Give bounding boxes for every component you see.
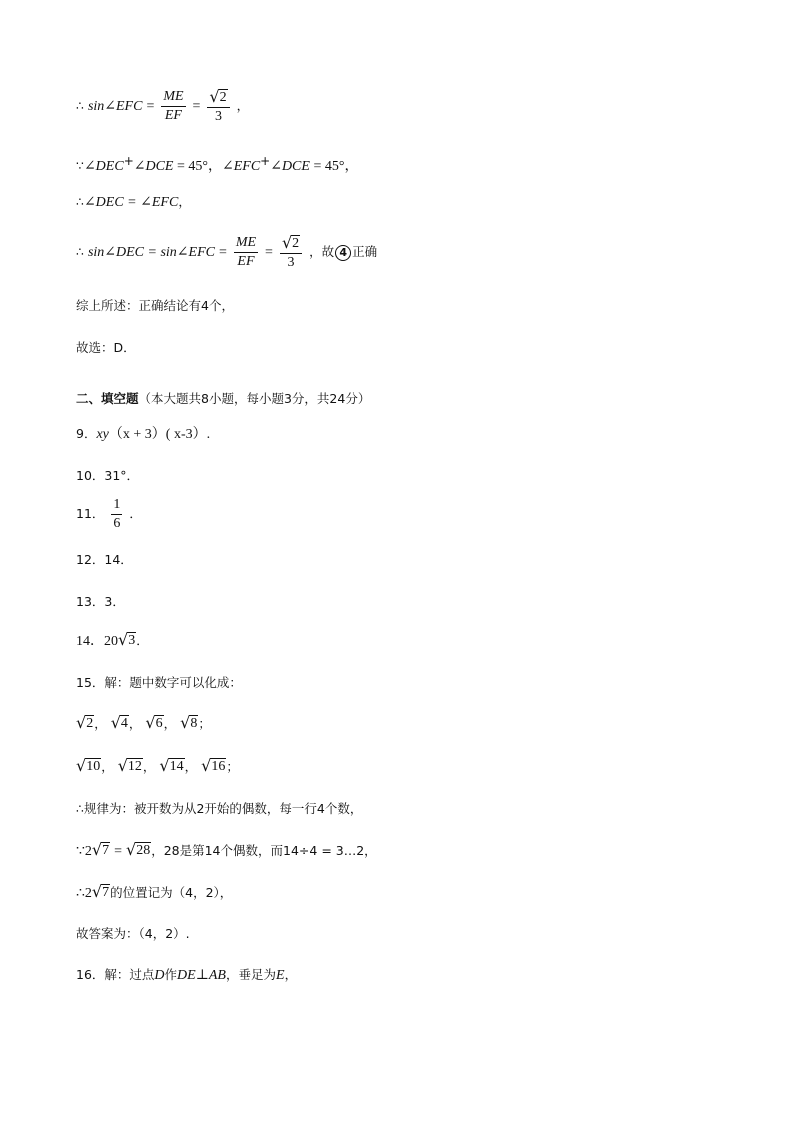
section-title: 二、填空题 <box>76 391 139 406</box>
separator: ， <box>163 716 177 731</box>
plus: + <box>123 154 134 168</box>
item-number: 11． <box>76 506 105 521</box>
final-answer-15: 故答案为：（4，2）. <box>76 926 190 941</box>
radicand: 7 <box>102 843 110 858</box>
solution-line-angle-equal <box>76 193 191 212</box>
equals: = <box>114 844 123 859</box>
denominator: EF <box>164 108 182 123</box>
numerator: ME <box>234 235 258 253</box>
coefficient: ∵2 <box>76 844 92 859</box>
answer-16-intro <box>76 966 297 985</box>
equals: = <box>146 99 155 114</box>
radical-sign: √ <box>180 713 191 732</box>
plus: + <box>260 154 271 168</box>
equals-45: = 45°， <box>309 159 359 175</box>
radicand: 12 <box>127 759 142 774</box>
radicand: 28 <box>136 843 151 858</box>
therefore-symbol: ∴ <box>76 194 84 209</box>
angle-dce: ∠DCE <box>133 159 174 175</box>
sqrt-expression <box>92 883 110 901</box>
answer-11 <box>76 497 142 532</box>
sqrt-expression <box>145 714 163 732</box>
sqrt-expression <box>111 714 129 732</box>
radical-sign: √ <box>201 756 212 775</box>
sqrt-expression <box>207 88 229 108</box>
point-d: D <box>154 968 165 983</box>
punctuation: ． <box>136 633 149 648</box>
denominator: 3 <box>215 109 223 124</box>
answer-15-intro: 15．解：题中数字可以化成： <box>76 675 242 690</box>
separator: ， <box>128 716 142 731</box>
separator: ， <box>142 759 156 774</box>
conclusion-text: 正确 <box>352 244 378 259</box>
section-note: （本大题共8小题，每小题3分，共24分） <box>138 391 371 406</box>
intro-text: ，垂足为 <box>225 967 276 982</box>
radicand: 3 <box>128 633 136 648</box>
answer-10: 10．31°． <box>76 468 140 483</box>
radical-sign: √ <box>76 756 87 775</box>
explanation-text: ，28是第14个偶数，而14÷4 = 3…2， <box>151 843 377 858</box>
separator: ； <box>198 716 211 731</box>
radical-sign: √ <box>110 713 121 732</box>
fraction-sqrt2-3 <box>207 88 229 125</box>
radical-sign: √ <box>91 840 103 859</box>
radicand: 7 <box>102 885 110 900</box>
equals: = <box>265 245 273 260</box>
sqrt-expression <box>126 841 151 859</box>
therefore-symbol: ∴ <box>76 98 84 113</box>
intro-text: 作 <box>164 967 178 982</box>
radicand: 16 <box>211 759 226 774</box>
radicand: 14 <box>169 759 184 774</box>
perpendicular-expr: DE⊥AB <box>177 968 226 983</box>
punctuation: ． <box>129 506 142 521</box>
section-heading <box>76 390 370 408</box>
radical-sign: √ <box>126 840 137 859</box>
sqrt-28-line <box>76 841 377 861</box>
radicand: 2 <box>219 90 227 105</box>
answer-12: 12．14． <box>76 552 133 567</box>
numerator: 1 <box>111 497 122 515</box>
sqrt-expression <box>76 714 94 732</box>
sqrt-expression <box>159 757 184 775</box>
fraction-me-ef <box>161 89 185 124</box>
math-var: xy <box>96 427 109 442</box>
because-symbol: ∵ <box>76 158 84 174</box>
separator: ， <box>94 716 107 731</box>
point-e: E <box>276 968 285 983</box>
equals: = <box>192 99 201 114</box>
sqrt-expression <box>180 714 198 732</box>
punctuation: ， <box>284 967 298 982</box>
sqrt-row-2 <box>76 757 239 776</box>
radical-sign: √ <box>145 713 156 732</box>
sqrt-expression <box>280 234 302 254</box>
separator: ， <box>101 759 114 774</box>
solution-line-angle-sum <box>76 152 358 176</box>
answer-9 <box>76 425 210 444</box>
radical-sign: √ <box>117 756 128 775</box>
punctuation: ， <box>236 98 250 113</box>
radicand: 2 <box>86 716 94 731</box>
math-expr: （x + 3）( x-3）. <box>108 427 211 442</box>
radicand: 8 <box>190 716 198 731</box>
angle-efc: ∠EFC <box>221 159 261 175</box>
expr-lhs: sin∠DEC = sin∠EFC <box>87 245 215 260</box>
radicand: 6 <box>155 716 163 731</box>
conclusion-text: ，故 <box>309 244 335 259</box>
radicand: 4 <box>120 716 128 731</box>
equals: = <box>218 245 227 260</box>
punctuation: ， <box>178 194 191 209</box>
fraction-1-6 <box>111 497 122 532</box>
radical-sign: √ <box>159 756 170 775</box>
separator: ； <box>226 759 239 774</box>
position-line <box>76 883 232 903</box>
sqrt-row-1 <box>76 714 211 733</box>
denominator: 3 <box>287 255 295 270</box>
explanation-text: 的位置记为（4，2）， <box>110 885 233 900</box>
denominator: EF <box>237 254 255 269</box>
radical-sign: √ <box>209 87 220 106</box>
sqrt-expression <box>92 841 110 859</box>
separator: ， <box>184 759 198 774</box>
answer-13: 13．3． <box>76 594 125 609</box>
coefficient: ∴2 <box>76 886 92 901</box>
answer-choice-line: 故选：D． <box>76 340 136 355</box>
summary-line: 综上所述：正确结论有4个， <box>76 298 234 313</box>
angle-dce: ∠DCE <box>270 159 310 175</box>
intro-text: 16．解：过点 <box>76 967 155 982</box>
radical-sign: √ <box>118 630 129 649</box>
angle-dec: ∠DEC <box>83 159 124 175</box>
numerator: ME <box>161 89 185 107</box>
expr-lhs: sin∠EFC <box>87 99 143 114</box>
radical-sign: √ <box>281 233 293 252</box>
pattern-rule: ∴规律为：被开数为从2开始的偶数，每一行4个数， <box>76 801 363 816</box>
radicand: 10 <box>86 759 101 774</box>
solution-line-sin-dec <box>76 234 377 271</box>
answer-14 <box>76 631 149 651</box>
radical-sign: √ <box>76 713 87 732</box>
circled-number-4: 4 <box>335 245 351 261</box>
denominator: 6 <box>113 516 121 531</box>
sqrt-expression <box>118 631 136 649</box>
sqrt-expression <box>76 757 101 775</box>
item-number: 14．20 <box>76 634 118 649</box>
equals-45: = 45°， <box>173 159 222 175</box>
item-number: 9． <box>76 426 97 441</box>
radical-sign: √ <box>91 882 103 901</box>
solution-line-sin-efc <box>76 88 249 125</box>
radicand: 2 <box>292 236 300 251</box>
sqrt-expression <box>201 757 226 775</box>
fraction-me-ef <box>234 235 258 270</box>
therefore-symbol: ∴ <box>76 244 84 259</box>
angle-equality: ∠DEC = ∠EFC <box>83 195 179 210</box>
fraction-sqrt2-3 <box>280 234 302 271</box>
sqrt-expression <box>118 757 143 775</box>
